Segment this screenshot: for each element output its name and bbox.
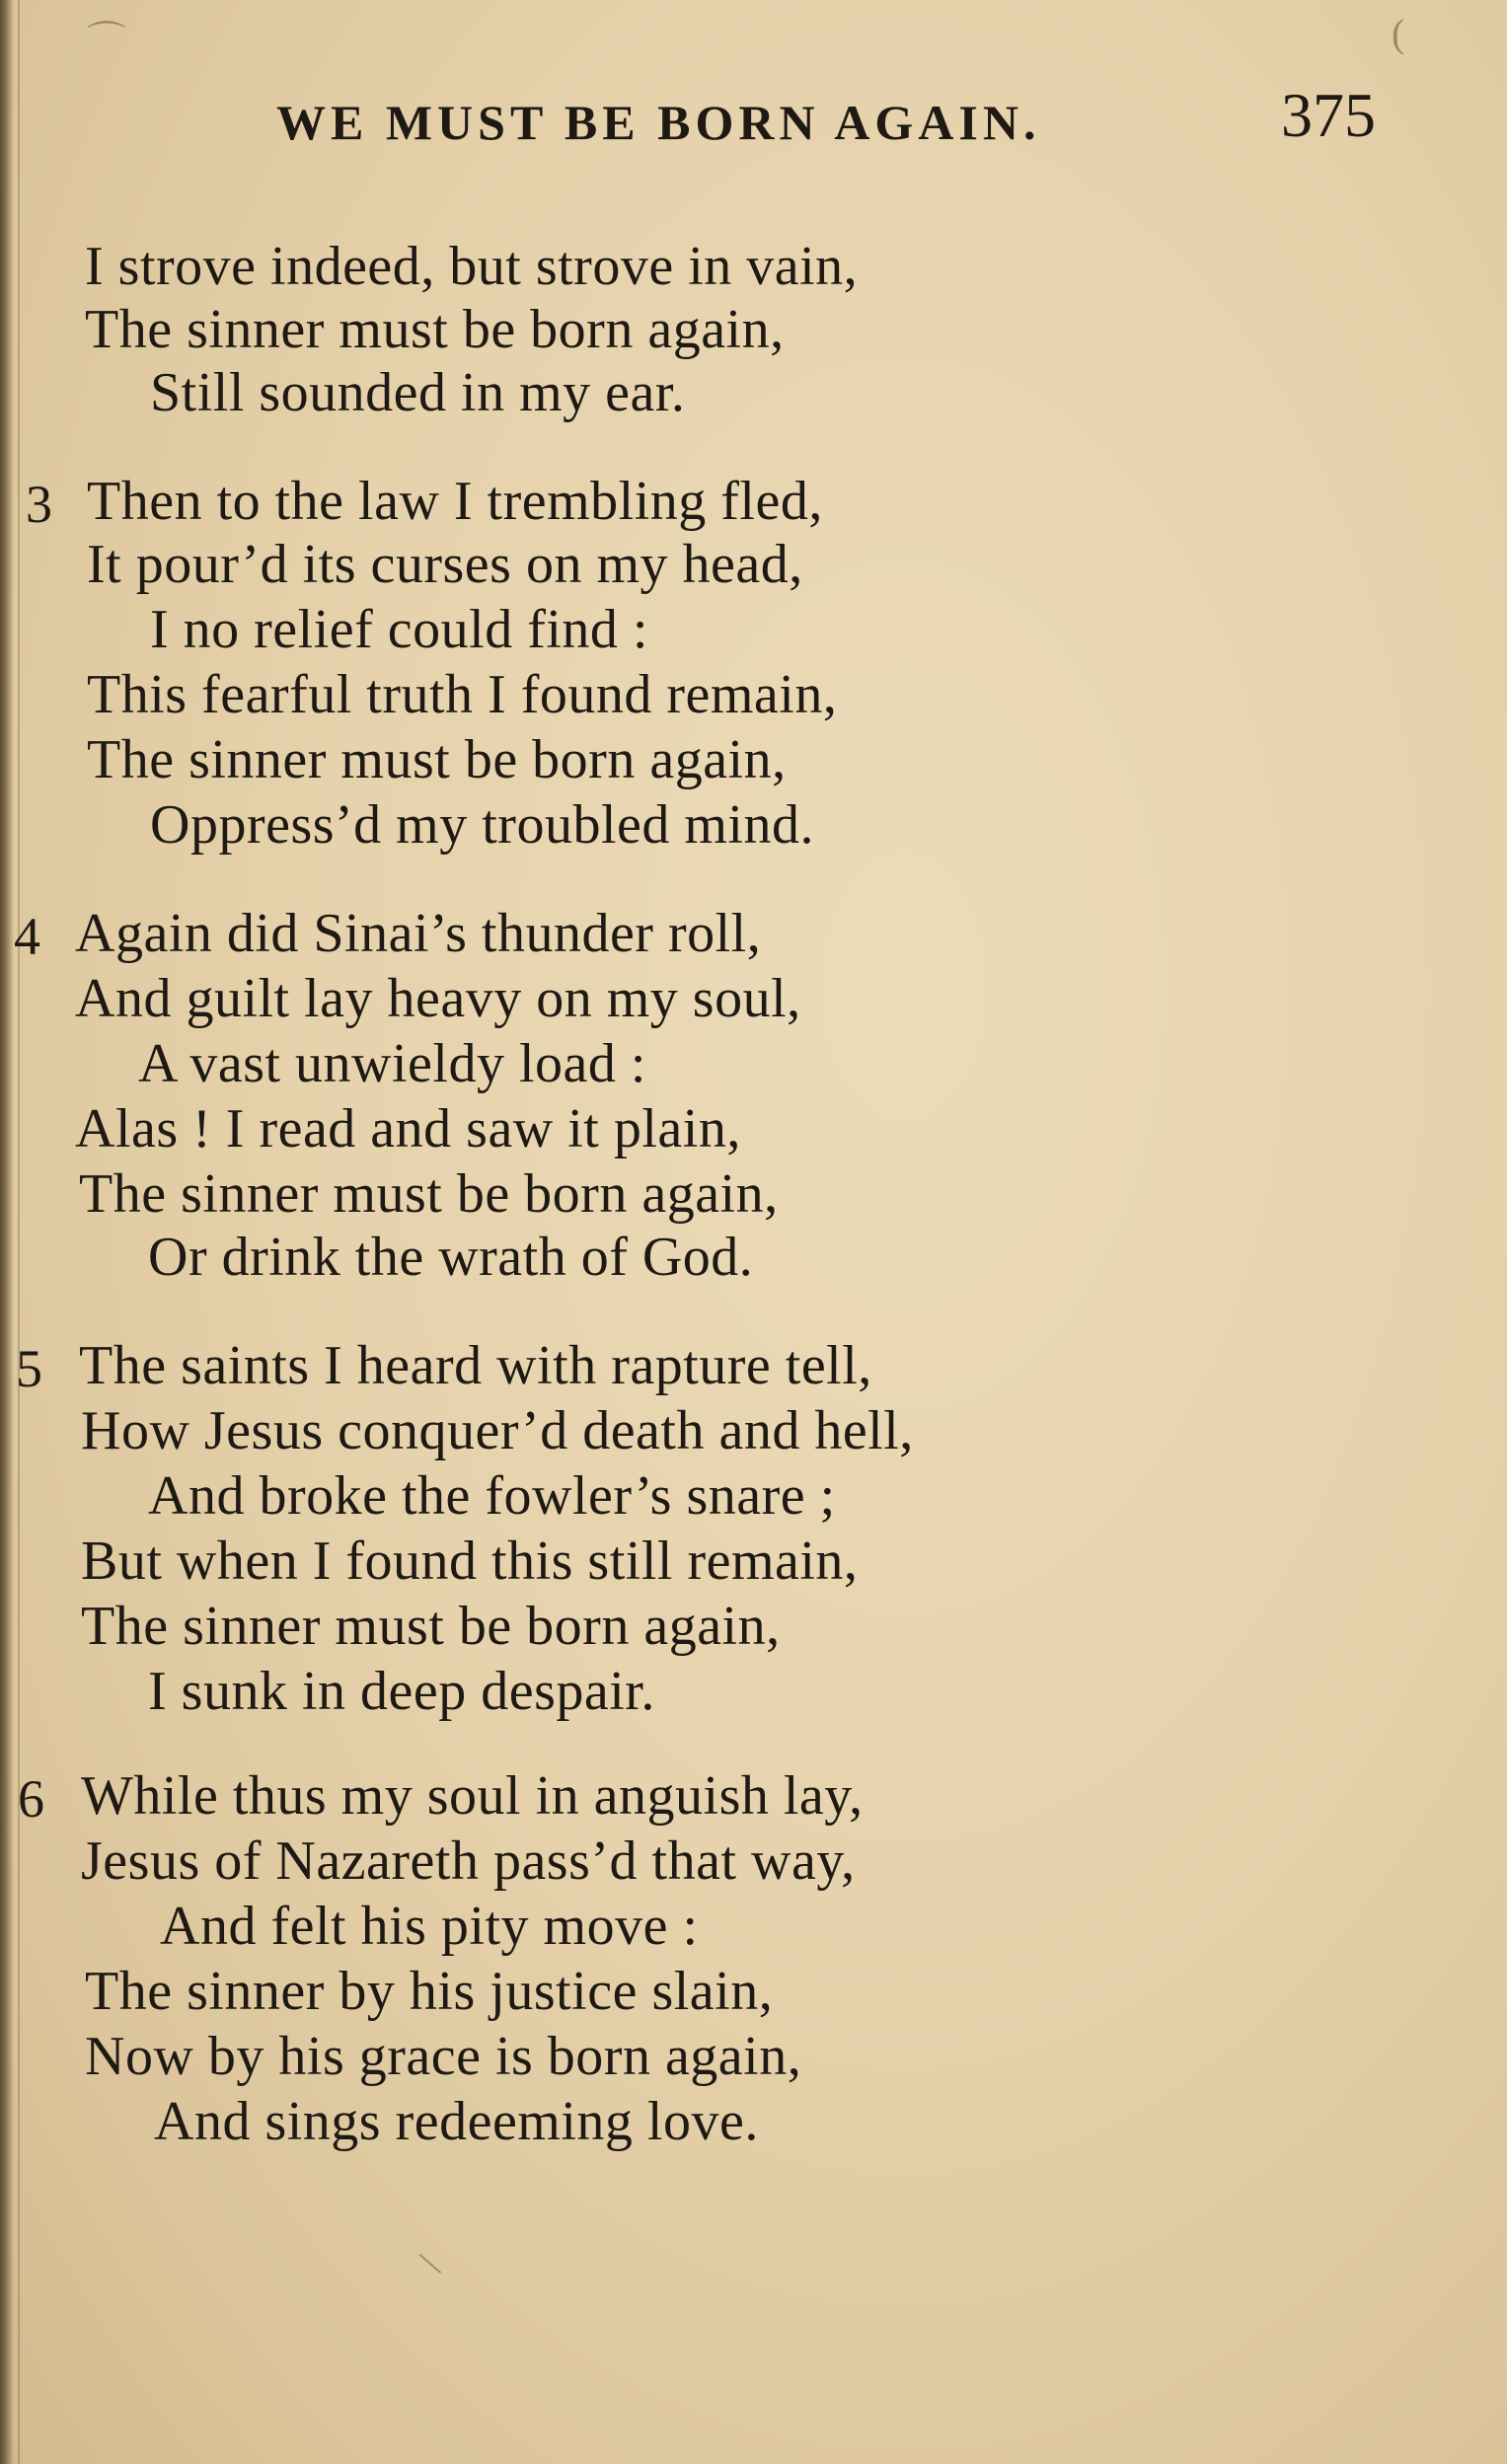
verse-line: A vast unwieldy load : — [138, 1033, 646, 1094]
running-title: WE MUST BE BORN AGAIN. — [276, 95, 1041, 150]
verse-line: I sunk in deep despair. — [148, 1661, 655, 1722]
stanza-number: 4 — [14, 907, 40, 966]
verse-line: The sinner must be born again, — [81, 1596, 781, 1657]
verse-line: Alas ! I read and saw it plain, — [75, 1098, 741, 1159]
page-spine-edge — [18, 0, 20, 2464]
verse-line: Jesus of Nazareth pass’d that way, — [81, 1830, 856, 1892]
stanza-number: 6 — [18, 1769, 44, 1829]
verse-line: The sinner must be born again, — [85, 299, 785, 360]
stanza-number: 3 — [26, 475, 52, 534]
paper-mark: \ — [414, 2241, 446, 2285]
verse-line: Or drink the wrath of God. — [148, 1227, 754, 1288]
verse-line: This fearful truth I found remain, — [87, 664, 838, 725]
verse-line: But when I found this still remain, — [81, 1531, 859, 1592]
verse-line: And sings redeeming love. — [154, 2091, 759, 2152]
verse-line: I strove indeed, but strove in vain, — [85, 236, 859, 297]
verse-line: Then to the law I trembling fled, — [87, 471, 823, 532]
verse-line: Now by his grace is born again, — [85, 2026, 802, 2087]
verse-line: The saints I heard with rapture tell, — [79, 1335, 872, 1396]
paper-mark: ( — [1392, 11, 1405, 55]
verse-line: I no relief could find : — [150, 599, 648, 660]
verse-line: Again did Sinai’s thunder roll, — [75, 903, 762, 964]
verse-line: Oppress’d my troubled mind. — [150, 794, 814, 856]
verse-line: While thus my soul in anguish lay, — [81, 1765, 864, 1827]
verse-line: How Jesus conquer’d death and hell, — [81, 1400, 914, 1461]
verse-line: The sinner must be born again, — [87, 729, 787, 790]
verse-line: And guilt lay heavy on my soul, — [75, 968, 801, 1029]
paper-mark: ⌒ — [87, 19, 126, 63]
verse-line: And felt his pity move : — [160, 1896, 699, 1957]
verse-line: It pour’d its curses on my head, — [87, 534, 803, 595]
page-number: 375 — [1281, 80, 1376, 150]
verse-line: Still sounded in my ear. — [150, 362, 686, 423]
stanza-number: 5 — [16, 1339, 42, 1398]
verse-line: The sinner must be born again, — [79, 1163, 779, 1225]
page-spine-shadow — [0, 0, 14, 2464]
verse-line: And broke the fowler’s snare ; — [148, 1465, 836, 1527]
verse-line: The sinner by his justice slain, — [85, 1961, 774, 2022]
